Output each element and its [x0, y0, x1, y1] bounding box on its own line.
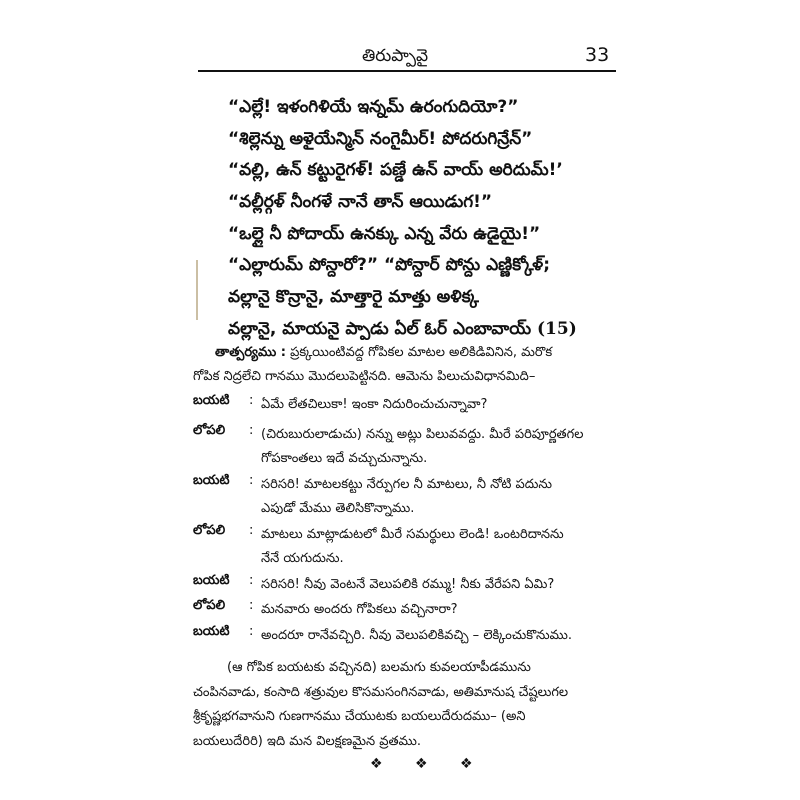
dialogue-line: మనవారు అందరు గోపికలు వచ్చినారా?	[261, 602, 458, 617]
dialogue-line: సరిసరి! నీవు వెంటనే వెలుపలికి రమ్ము! నీకు వేరేపని ఏమి?	[261, 577, 555, 592]
dialogue-text	[261, 473, 621, 521]
colon: :	[249, 473, 254, 488]
meaning-line: గోపిక నిద్రలేచి గానము మొదలుపెట్టినది. ఆమెను పిలుచువిధానమిది–	[193, 369, 536, 384]
speaker-label: లోపలి	[193, 423, 226, 438]
verse-line: వల్లానై కొన్రానై, మాత్తారై మాత్తు అళిక్క	[228, 287, 479, 308]
dialogue-line: సరిసరి! మాటలకట్టు నేర్పుగల నీ మాటలు, నీ నోటి పదును	[261, 477, 553, 492]
narration-line: శ్రీకృష్ణభగవానుని గుణగానము చేయుటకు బయలుదేరుదము– (అని	[193, 709, 526, 724]
dialogue-text	[261, 573, 621, 597]
page-number: 33	[585, 44, 610, 66]
meaning-line	[193, 341, 613, 365]
speaker-label: బయటి	[193, 393, 230, 408]
dialogue-text	[261, 624, 621, 648]
header-rule	[198, 70, 616, 72]
speaker-label: బయటి	[193, 473, 230, 488]
verse-line: “ఒల్లై నీ పోదాయ్ ఉనక్కు ఎన్న వేరు ఉడైయై!”	[228, 223, 541, 244]
verse-line: “వల్లీర్గళ్ నీంగళే నానే తాన్ ఆయిడుగ!”	[228, 192, 493, 213]
dialogue-line: ఏమే లేతచిలుకా! ఇంకా నిదురించుచున్నావా?	[261, 397, 488, 412]
dialogue-line: (చిరుబురులాడుచు) నన్ను అట్లు పిలువవద్దు. మీరే పరిపూర్ణతగల	[261, 427, 584, 442]
narration-line: చంపినవాడు, కంసాది శత్రువుల కొసమసంగినవాడు, అతిమానుష చేష్టలుగల	[193, 684, 569, 700]
ornament-divider: ❖ ❖ ❖	[370, 756, 487, 772]
colon: :	[249, 423, 254, 438]
verse-line-text: వల్లానై, మాయనై ప్పాడు ఏల్ ఓర్ ఎంబావాయ్	[228, 318, 532, 339]
speaker-label: బయటి	[193, 573, 230, 588]
colon: :	[249, 598, 254, 613]
dialogue-text	[261, 523, 621, 571]
dialogue-line: అందరూ రానేవచ్చిరి. నీవు వెలుపలికివచ్చి – లెక్కించుకొనుము.	[261, 628, 572, 643]
verse-line: “ఎల్లారుమ్ పోన్దారో?” “పోన్దార్ పోన్దు ఎణ్ణిక్కోళ్;	[228, 255, 551, 276]
binding-thread	[196, 260, 198, 320]
dialogue-text	[261, 423, 621, 471]
colon: :	[249, 393, 254, 408]
verse-number: (15)	[537, 318, 577, 339]
verse-line: “ఎల్లే! ఇళంగిళియే ఇన్నమ్ ఉరంగుదియో?”	[228, 97, 519, 117]
header-title: తిరుప్పావై	[362, 46, 429, 66]
colon: :	[249, 624, 254, 639]
narration-block	[193, 656, 613, 754]
speaker-label: బయటి	[193, 624, 230, 639]
dialogue-line: నేనే యగుదును.	[261, 551, 344, 566]
dialogue-line: గోపకాంతలు ఇదే వచ్చుచున్నాను.	[261, 451, 428, 466]
meaning-block	[193, 341, 613, 389]
speaker-label: లోపలి	[193, 598, 226, 613]
verse-line: “శిల్లెన్ను అళైయేన్మిన్ నంగైమీర్! పోదరుగిన్రేన్”	[228, 128, 533, 149]
dialogue-line: ఎపుడో మేము తెలిసికొన్నాము.	[261, 501, 415, 516]
verse-line: “వల్లి, ఉన్ కట్టురైగళ్! పణ్డే ఉన్ వాయ్ అరిదుమ్!’	[228, 160, 563, 181]
dialogue-text	[261, 393, 621, 417]
colon: :	[249, 523, 254, 538]
colon: :	[249, 573, 254, 588]
meaning-text: ప్రక్కయింటివద్ద గోపికల మాటల అలికిడివినిన, మరొక	[290, 345, 553, 360]
narration-line: బయలుదేరిరి) ఇది మన విలక్షణమైన వ్రతము.	[193, 733, 422, 749]
speaker-label: లోపలి	[193, 523, 226, 538]
narration-line: (ఆ గోపిక బయటకు వచ్చినది) బలమగు కువలయాపీడమును	[227, 660, 531, 675]
verse-block	[228, 92, 608, 346]
dialogue-text	[261, 598, 621, 622]
dialogue-line: మాటలు మాట్లాడుటలో మీరే సమర్థులు లెండి! ఒంటరిదానను	[261, 527, 564, 542]
meaning-label: తాత్పర్యము :	[215, 345, 286, 360]
